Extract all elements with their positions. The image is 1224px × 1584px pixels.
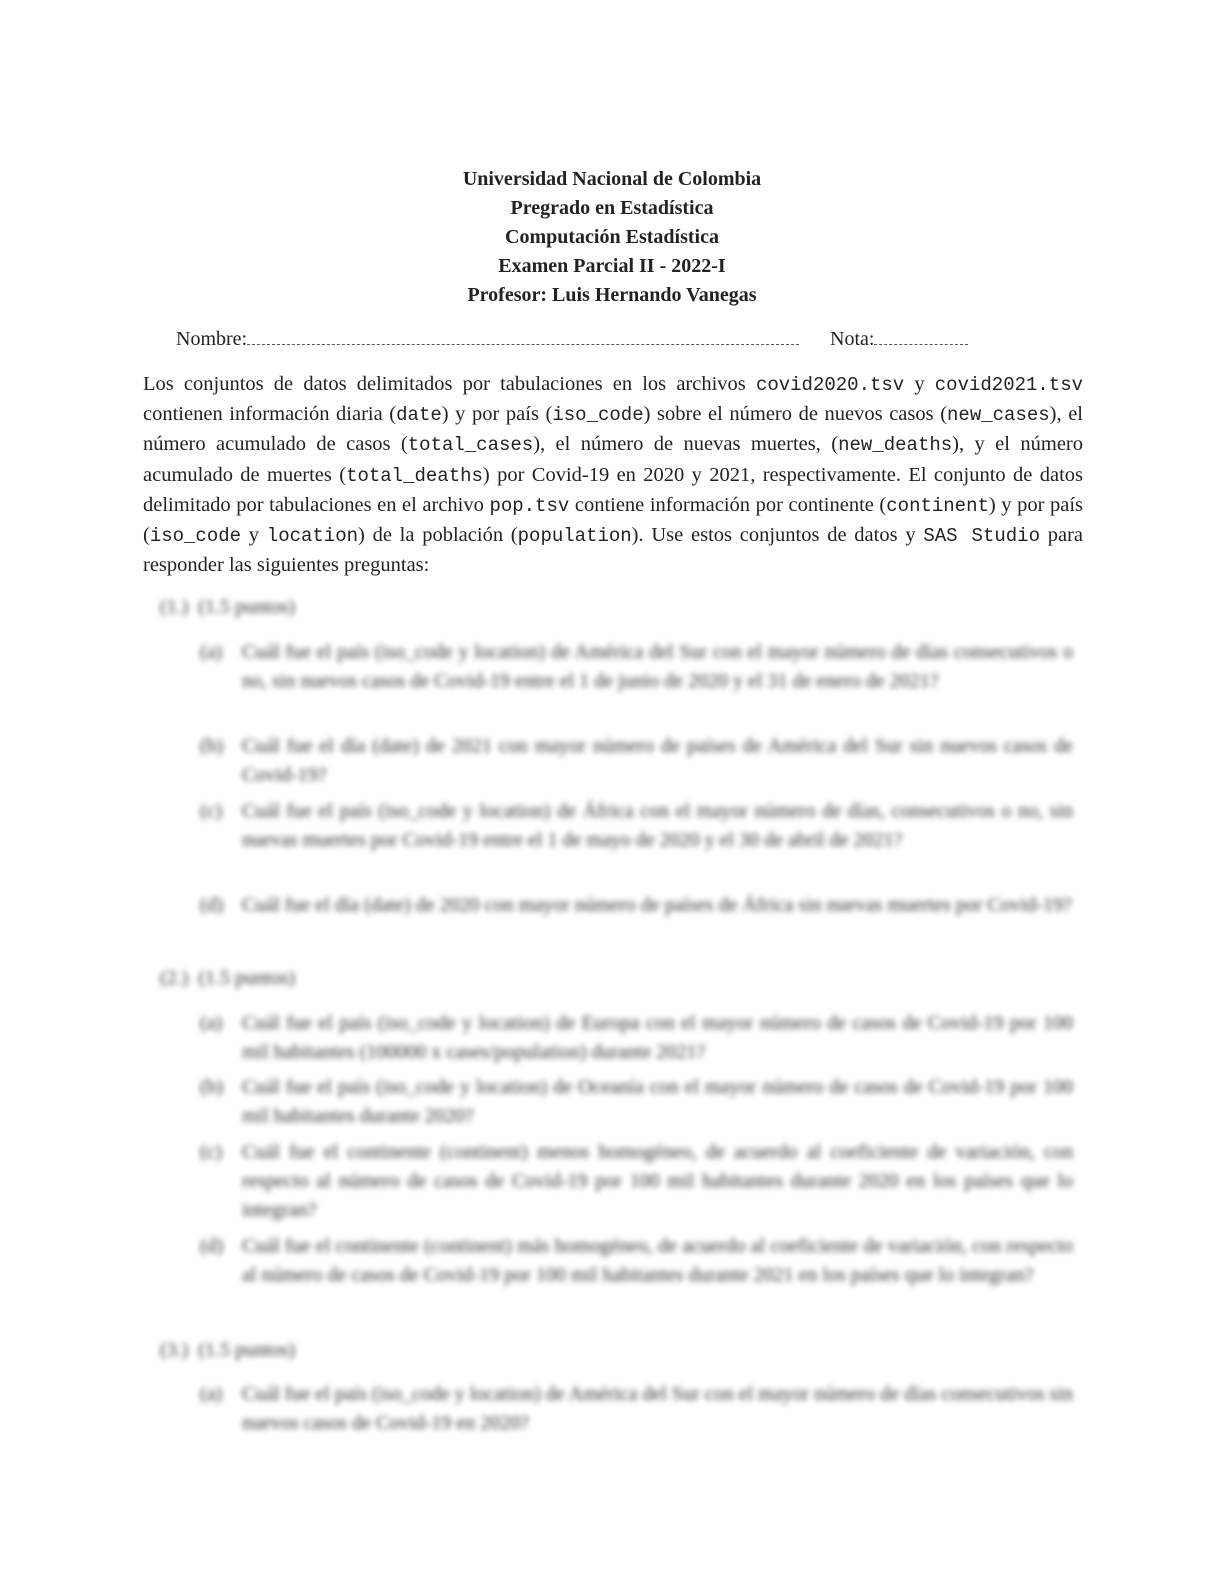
question-1d: (d) Cuál fue el día (date) de 2020 con mayor número de países de África sin nuevas muertes por Covid-19? bbox=[200, 894, 1072, 916]
question-1b: (b) Cuál fue el día (date) de 2021 con mayor número de países de América del Sur sin nuevos casos de Covid-19? bbox=[200, 735, 1073, 786]
question-2c: (c) Cuál fue el continente (continent) menos homogéneo, de acuerdo al coeficiente de variación, con respecto al número de casos de Covid-19 por 100 mil habitantes durante 2020 en los países que lo integran? bbox=[200, 1141, 1073, 1221]
grade-field[interactable] bbox=[830, 326, 968, 351]
program-name: Pregrado en Estadística bbox=[510, 197, 714, 219]
course-name: Computación Estadística bbox=[505, 226, 719, 248]
question-1a: (a) Cuál fue el país (iso_code y location) de América del Sur con el mayor número de días consecutivos o no, sin nuevos casos de Covid-19 entre el 1 de junio de 2020 y el 31 de enero de 2021? bbox=[200, 641, 1073, 692]
question-2d: (d) Cuál fue el continente (continent) más homogéneo, de acuerdo al coeficiente de variación, con respecto al número de casos de Covid-19 por 100 mil habitantes durante 2021 en los países que lo integran? bbox=[200, 1235, 1073, 1286]
question-1-header: (1.) (1.5 puntos) bbox=[160, 596, 295, 618]
question-3a: (a) Cuál fue el país (iso_code y location) de América del Sur con el mayor número de días consecutivos sin nuevos casos de Covid-19 en 2020? bbox=[200, 1383, 1073, 1434]
professor-name: Profesor: Luis Hernando Vanegas bbox=[467, 284, 757, 306]
name-field[interactable] bbox=[176, 326, 799, 351]
question-2-header: (2.) (1.5 puntos) bbox=[160, 967, 295, 989]
name-label: Nombre: bbox=[176, 328, 248, 350]
university-name: Universidad Nacional de Colombia bbox=[462, 168, 762, 190]
grade-label: Nota: bbox=[830, 328, 875, 350]
question-1c: (c) Cuál fue el país (iso_code y location) de África con el mayor número de días, consecutivos o no, sin nuevas muertes por Covid-19 entre el 1 de mayo de 2020 y el 30 de abril de 2021? bbox=[200, 800, 1073, 851]
question-3-header: (3.) (1.5 puntos) bbox=[160, 1339, 295, 1361]
intro-paragraph: Los conjuntos de datos delimitados por tabulaciones en los archivos covid2020.tsv y covid2021.tsv contienen información diaria (date) y por país (iso_code) sobre el número de nuevos casos (new_cases), el número acumulado de casos (total_cases), el número de nuevas muertes, (new_deaths), y el número acumulado de muertes (total_deaths) por Covid-19 en 2020 y 2021, respectivamente. El conjunto de datos delimitado por tabulaciones en el archivo pop.tsv contiene información por continente (continent) y por país (iso_code y location) de la población (population). Use estos conjuntos de datos y SAS Studio para responder las siguientes preguntas: bbox=[143, 373, 1084, 577]
question-2a: (a) Cuál fue el país (iso_code y location) de Europa con el mayor número de casos de Covid-19 por 100 mil habitantes (100000 x cases/population) durante 2021? bbox=[200, 1012, 1073, 1063]
question-2b: (b) Cuál fue el país (iso_code y location) de Oceanía con el mayor número de casos de Covid-19 por 100 mil habitantes durante 2020? bbox=[200, 1076, 1073, 1127]
exam-title: Examen Parcial II - 2022-I bbox=[498, 255, 726, 277]
